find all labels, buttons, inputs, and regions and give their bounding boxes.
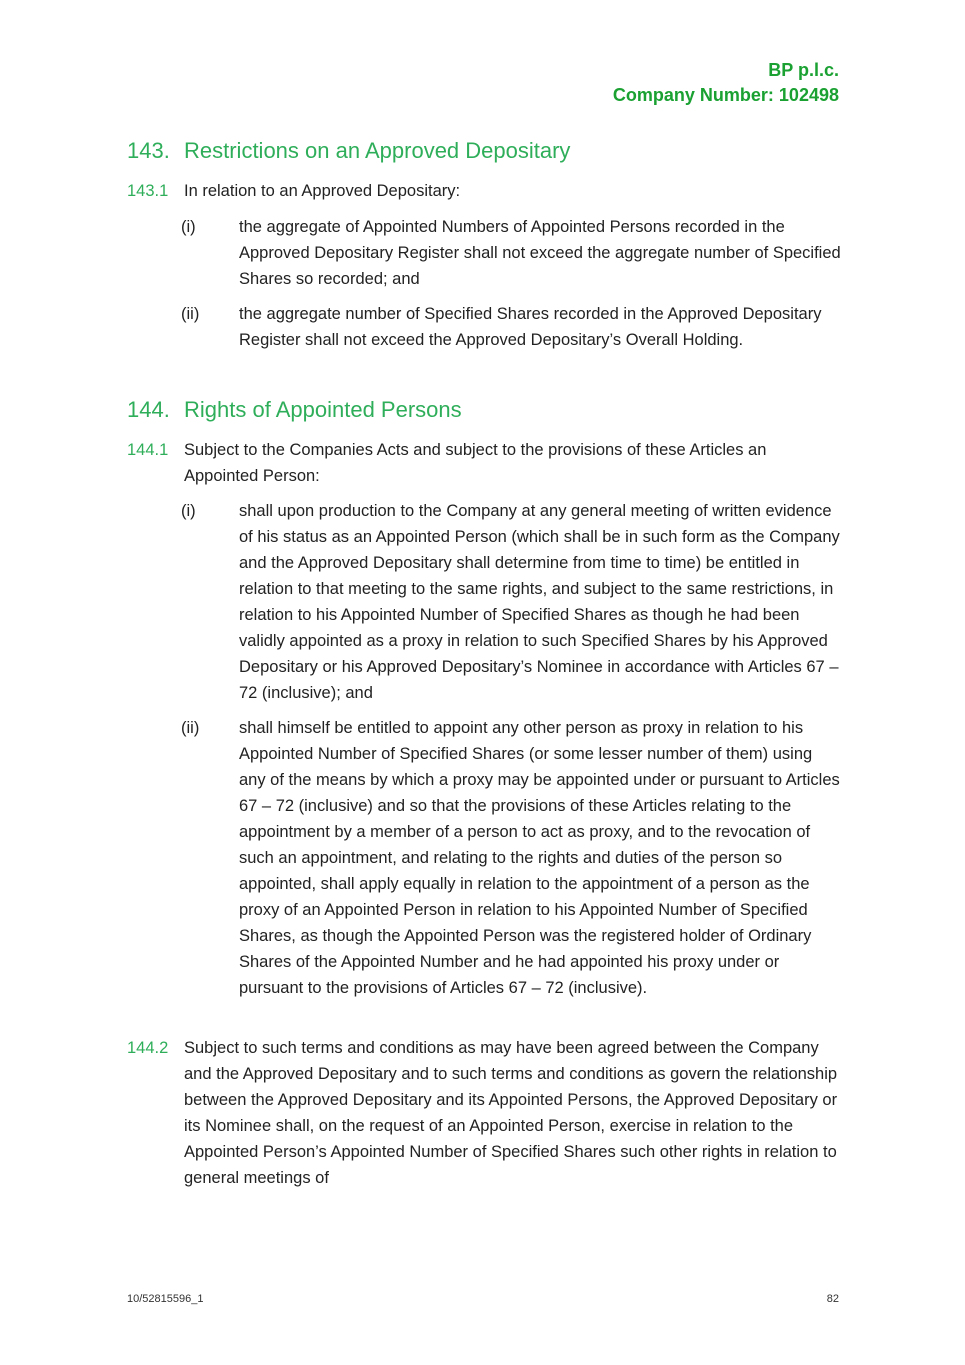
page-number: 82 <box>826 1293 839 1305</box>
item-number: (i) <box>181 218 196 236</box>
item-text: shall himself be entitled to appoint any other person as proxy in relation to his Appointed Number of Specified Shares (or some lesser number of them) using any of the means by which a proxy may be appointed under or pursuant to Articles 67 – 72 (inclusive) and so that the provisions of these Articles relating to the appointment by a member of a person to act as proxy, and to the revocation of such an appointment, and relating to the rights and duties of the person so appointed, shall apply equally in relation to the appointment of a person as the proxy of an Appointed Person in relation to his Appointed Number of Specified Shares, as though the Appointed Person was the registered holder of Ordinary Shares of the Appointed Number and he had appointed his proxy under or pursuant to the provisions of Articles 67 – 72 (inclusive). <box>239 719 840 997</box>
company-name: BP p.l.c. <box>768 60 839 80</box>
clause-text: In relation to an Approved Depositary: <box>184 182 461 200</box>
section-title: Rights of Appointed Persons <box>184 397 462 422</box>
item-number: (i) <box>181 502 196 520</box>
section-heading-143 <box>127 138 570 164</box>
item-number: (ii) <box>181 719 200 737</box>
clause-text: Subject to the Companies Acts and subject to the provisions of these Articles an Appointed Person: <box>184 441 767 485</box>
item-text: the aggregate of Appointed Numbers of Appointed Persons recorded in the Approved Depositary Register shall not exceed the aggregate number of Specified Shares so recorded; and <box>239 218 841 288</box>
clause-144-1 <box>127 437 842 489</box>
clause-143-1 <box>127 178 842 204</box>
clause-number: 143.1 <box>127 182 169 200</box>
item-number: (ii) <box>181 305 200 323</box>
section-number: 144. <box>127 397 170 422</box>
item-text: the aggregate number of Specified Shares recorded in the Approved Depositary Register shall not exceed the Approved Depositary’s Overall Holding. <box>239 305 822 349</box>
list-item-144-1-i <box>181 498 843 706</box>
clause-number: 144.2 <box>127 1039 169 1057</box>
clause-text: Subject to such terms and conditions as may have been agreed between the Company and the Approved Depositary and to such terms and conditions as govern the relationship between the Approved Depositary and its Appointed Persons, the Approved Depositary or its Nominee shall, on the request of an Appointed Person, exercise in relation to the Appointed Person’s Appointed Number of Specified Shares such other rights in relation to general meetings of <box>184 1039 838 1187</box>
list-item-143-1-ii <box>181 301 843 353</box>
clause-number: 144.1 <box>127 441 169 459</box>
section-title: Restrictions on an Approved Depositary <box>184 138 571 163</box>
company-number: Company Number: 102498 <box>612 85 839 105</box>
document-reference: 10/52815596_1 <box>127 1293 204 1305</box>
page-header <box>613 58 839 108</box>
section-heading-144 <box>127 397 462 423</box>
section-number: 143. <box>127 138 170 163</box>
list-item-144-1-ii <box>181 715 843 1001</box>
item-text: shall upon production to the Company at any general meeting of written evidence of his status as an Appointed Person (which shall be in such form as the Company and the Approved Depositary shall determine from time to time) be entitled in relation to that meeting to the same rights, and subject to the same restrictions, in relation to his Appointed Number of Specified Shares as though he had been validly appointed as a proxy in relation to such Specified Shares by his Approved Depositary or his Approved Depositary’s Nominee in accordance with Articles 67 – 72 (inclusive); and <box>239 502 840 702</box>
clause-144-2 <box>127 1035 842 1191</box>
list-item-143-1-i <box>181 214 843 292</box>
